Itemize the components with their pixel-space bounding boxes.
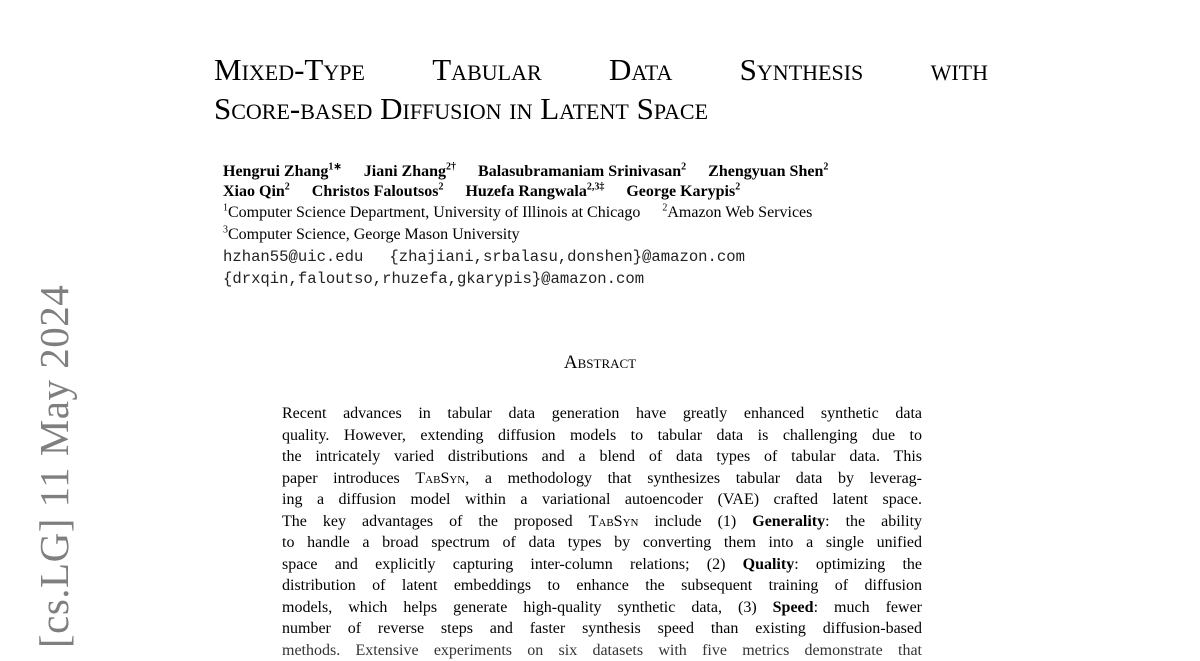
- abstract-body: [282, 403, 922, 661]
- title-word: Data: [609, 50, 672, 89]
- author-row-1: [223, 162, 983, 182]
- abstract-line: quality. However, extending diffusion models to tabular data is challenging due to: [282, 425, 922, 447]
- affiliation-row-1: $^1$Computer Science Department, University of Illinois at Chicago $^2$Amazon Web Services: [223, 202, 983, 224]
- abstract-line: number of reverse steps and faster synthesis speed than existing diffusion-based: [282, 618, 922, 640]
- title-word: Tabular: [432, 50, 541, 89]
- paper-title: [214, 50, 988, 128]
- title-word: Mixed-Type: [214, 50, 365, 89]
- abstract-line: the intricately varied distributions and a blend of data types of tabular data. This: [282, 446, 922, 468]
- abstract-line: ing a diffusion model within a variational autoencoder (VAE) crafted latent space.: [282, 489, 922, 511]
- abstract-line: methods. Extensive experiments on six datasets with five metrics demonstrate that: [282, 640, 922, 661]
- author: Jiani Zhang$^{2\dagger}$: [364, 163, 456, 180]
- title-line-2: Score-based Diffusion in Latent Space: [214, 89, 988, 128]
- keyword-generality: Generality: [752, 513, 825, 530]
- keyword-quality: Quality: [743, 556, 795, 573]
- author: Hengrui Zhang$^{1∗}$: [223, 163, 342, 180]
- author: Balasubramaniam Srinivasan$^2$: [478, 163, 686, 180]
- author: Christos Faloutsos$^2$: [312, 183, 444, 200]
- affiliation-row-2: $^3$Computer Science, George Mason University: [223, 224, 983, 246]
- abstract-line: models, which helps generate high-quality synthetic data, (3) Speed: much fewer: [282, 597, 922, 619]
- email: hzhan55@uic.edu: [223, 248, 363, 266]
- email: {drxqin,faloutso,rhuzefa,gkarypis}@amazon.com: [223, 270, 644, 288]
- abstract-line: distribution of latent embeddings to enhance the subsequent training of diffusion: [282, 575, 922, 597]
- abstract-line: The key advantages of the proposed TabSyn include (1) Generality: the ability: [282, 511, 922, 533]
- author: Xiao Qin$^2$: [223, 183, 290, 200]
- affiliation: Amazon Web Services: [667, 204, 812, 221]
- author: George Karypis$^2$: [626, 183, 740, 200]
- abstract-line: paper introduces TabSyn, a methodology that synthesizes tabular data by leverag-: [282, 468, 922, 490]
- affiliation: Computer Science, George Mason University: [228, 226, 520, 243]
- title-line-1: [214, 50, 988, 89]
- abstract-line: Recent advances in tabular data generation have greatly enhanced synthetic data: [282, 403, 922, 425]
- keyword-speed: Speed: [773, 599, 814, 616]
- abstract-line: to handle a broad spectrum of data types by converting them into a single unified: [282, 532, 922, 554]
- abstract-line: space and explicitly capturing inter-column relations; (2) Quality: optimizing the: [282, 554, 922, 576]
- method-name: TabSyn: [415, 470, 465, 487]
- arxiv-side-stamp: [cs.LG] 11 May 2024: [30, 285, 78, 648]
- email: {zhajiani,srbalasu,donshen}@amazon.com: [389, 248, 745, 266]
- abstract-heading: Abstract: [0, 352, 1200, 374]
- author: Huzefa Rangwala$^{2,3\ddagger}$: [465, 183, 604, 200]
- email-row-1: [223, 246, 983, 268]
- method-name: TabSyn: [589, 513, 639, 530]
- affiliation: Computer Science Department, University of Illinois at Chicago: [228, 204, 640, 221]
- title-word: with: [931, 50, 988, 89]
- author-row-2: [223, 182, 983, 202]
- title-word: Synthesis: [740, 50, 864, 89]
- email-row-2: [223, 268, 983, 290]
- author: Zhengyuan Shen$^2$: [708, 163, 828, 180]
- author-block: [223, 162, 983, 290]
